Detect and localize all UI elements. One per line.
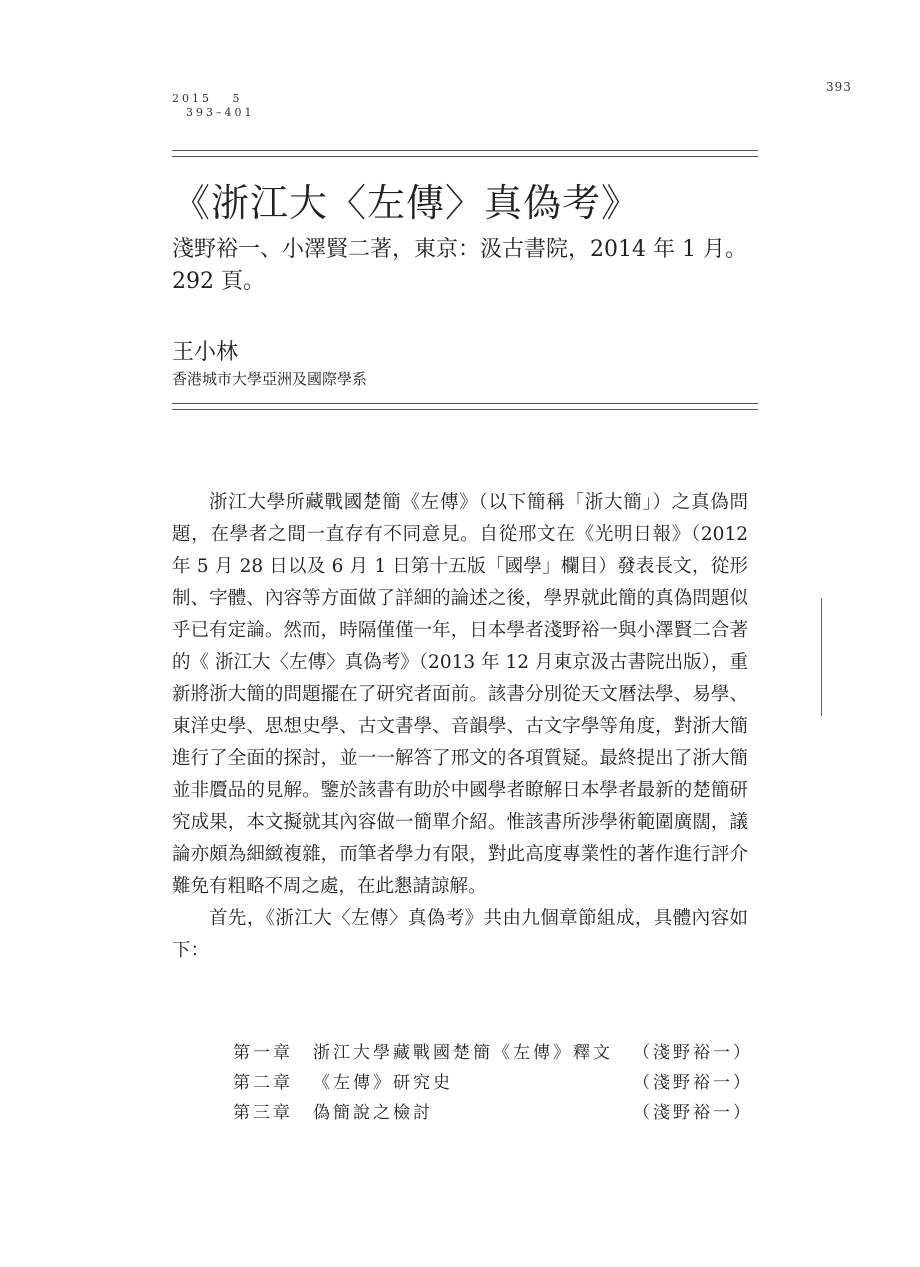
chapter-list <box>233 1038 753 1128</box>
author-affiliation: 香港城市大學亞洲及國際學系 <box>172 370 368 388</box>
chapter-author: （淺野裕一） <box>633 1043 753 1063</box>
author-name: 王小林 <box>172 340 239 365</box>
journal-year-issue: 2015 5 <box>172 92 243 105</box>
chapter-author: （淺野裕一） <box>633 1103 753 1123</box>
header-divider <box>172 403 758 410</box>
chapter-number: 第三章 <box>233 1103 293 1123</box>
chapter-author: （淺野裕一） <box>633 1073 753 1093</box>
journal-meta <box>172 92 255 120</box>
chapter-number: 第一章 <box>233 1043 293 1063</box>
top-divider <box>172 150 758 157</box>
review-title: 《浙江大〈左傳〉真偽考》 <box>172 181 641 225</box>
chapter-row <box>233 1098 753 1128</box>
margin-bar <box>821 598 822 716</box>
chapter-title: 《左傳》研究史 <box>313 1073 453 1093</box>
body-paragraph: 首先，《浙江大〈左傳〉真偽考》共由九個章節組成，具體內容如下： <box>172 908 748 961</box>
page-number: 393 <box>826 80 852 94</box>
chapter-row <box>233 1068 753 1098</box>
chapter-row <box>233 1038 753 1068</box>
article-body <box>172 487 748 967</box>
chapter-title: 偽簡說之檢討 <box>313 1103 433 1123</box>
chapter-title: 浙江大學藏戰國楚簡《左傳》釋文 <box>313 1043 613 1063</box>
body-paragraph: 浙江大學所藏戰國楚簡《左傳》（以下簡稱「浙大簡」）之真偽問題，在學者之間一直存有不同意見。自從邢文在《光明日報》（2012 年 5 月 28 日以及 6 月 1 日第十五版「國學」欄目）發表長文，從形制、字體、內容等方面做了詳細的論述之後，學界就此簡的真偽問題似乎已有定論。然而，時隔僅僅一年，日本學者淺野裕一與小澤賢二合著的《 浙江大〈左傳〉真偽考》（2013 年 12 月東京汲古書院出版），重新將浙大簡的問題擺在了研究者面前。該書分別從天文曆法學、易學、東洋史學、思想史學、古文書學、音韻學、古文字學等角度，對浙大簡進行了全面的探討，並一一解答了邢文的各項質疑。最終提出了浙大簡並非贗品的見解。鑒於該書有助於中國學者瞭解日本學者最新的楚簡研究成果，本文擬就其內容做一簡單介紹。惟該書所涉學術範圍廣闊，議論亦頗為細緻複雜，而筆者學力有限，對此高度專業性的著作進行評介難免有粗略不周之處，在此懇請諒解。 <box>172 492 748 897</box>
chapter-number: 第二章 <box>233 1073 293 1093</box>
journal-pages: 393–401 <box>186 106 255 119</box>
bibliographic-info: 淺野裕一、小澤賢二著，東京：汲古書院，2014 年 1 月。292 頁。 <box>172 237 747 294</box>
